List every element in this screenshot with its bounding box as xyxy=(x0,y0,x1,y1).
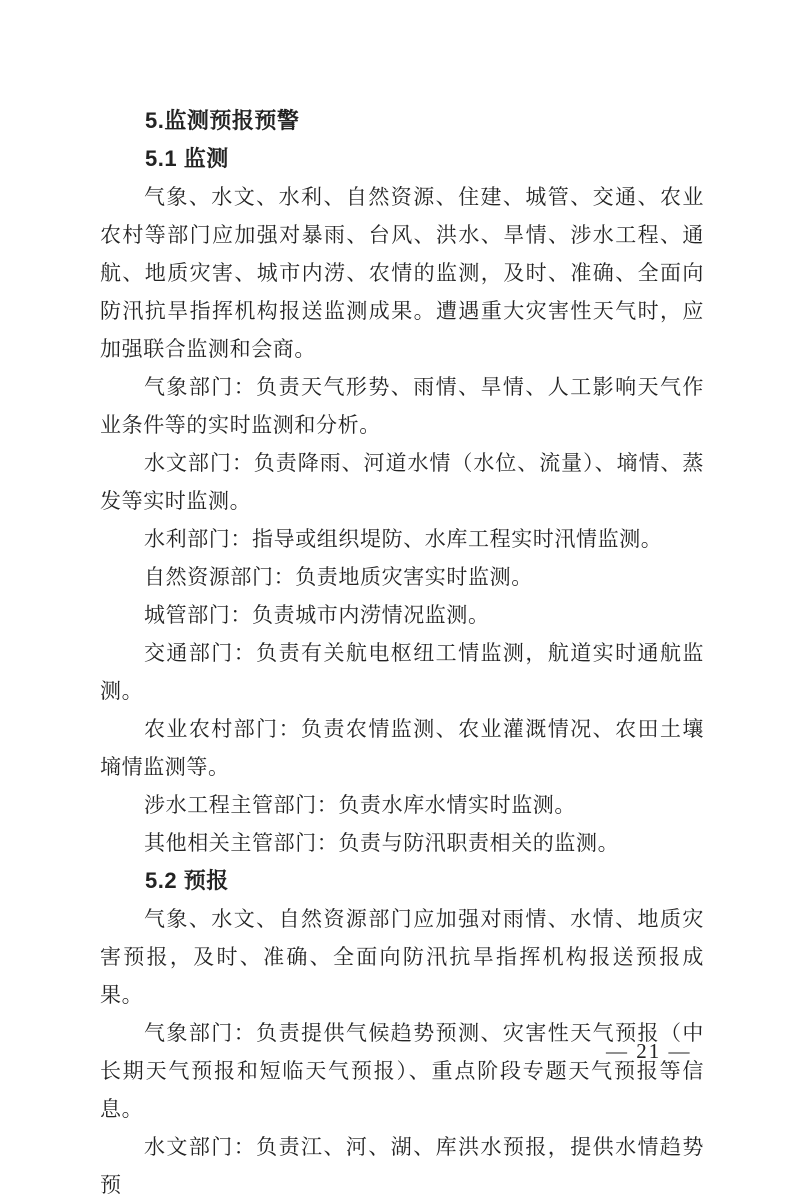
paragraph: 气象部门：负责提供气候趋势预测、灾害性天气预报（中长期天气预报和短临天气预报）、重点阶段专题天气预报等信息。 xyxy=(100,1021,704,1121)
paragraph: 水利部门：指导或组织堤防、水库工程实时汛情监测。 xyxy=(144,527,663,551)
paragraph: 水文部门：负责降雨、河道水情（水位、流量）、墒情、蒸发等实时监测。 xyxy=(100,451,704,513)
paragraph: 交通部门：负责有关航电枢纽工情监测，航道实时通航监测。 xyxy=(100,641,704,703)
paragraph: 自然资源部门：负责地质灾害实时监测。 xyxy=(144,565,533,589)
paragraph: 农业农村部门：负责农情监测、农业灌溉情况、农田土壤墒情监测等。 xyxy=(100,717,704,779)
paragraph: 气象、水文、水利、自然资源、住建、城管、交通、农业农村等部门应加强对暴雨、台风、洪水、旱情、涉水工程、通航、地质灾害、城市内涝、农情的监测，及时、准确、全面向防汛抗旱指挥机构报送监测成果。遭遇重大灾害性天气时，应加强联合监测和会商。 xyxy=(100,185,704,361)
section-heading-monitor-forecast-warning: 5.监测预报预警 xyxy=(145,108,300,133)
paragraph: 城管部门：负责城市内涝情况监测。 xyxy=(144,603,490,627)
paragraph: 涉水工程主管部门：负责水库水情实时监测。 xyxy=(144,793,576,817)
subsection-heading-5-2-forecast: 5.2 预报 xyxy=(145,868,229,893)
paragraph: 水文部门：负责江、河、湖、库洪水预报，提供水情趋势预 xyxy=(100,1135,704,1197)
paragraph: 气象、水文、自然资源部门应加强对雨情、水情、地质灾害预报，及时、准确、全面向防汛抗旱指挥机构报送预报成果。 xyxy=(100,907,704,1007)
subsection-heading-5-1-monitoring: 5.1 监测 xyxy=(145,146,229,171)
page-number: — 21 — xyxy=(606,1039,692,1063)
paragraph: 其他相关主管部门：负责与防汛职责相关的监测。 xyxy=(144,831,620,855)
paragraph: 气象部门：负责天气形势、雨情、旱情、人工影响天气作业条件等的实时监测和分析。 xyxy=(100,375,704,437)
